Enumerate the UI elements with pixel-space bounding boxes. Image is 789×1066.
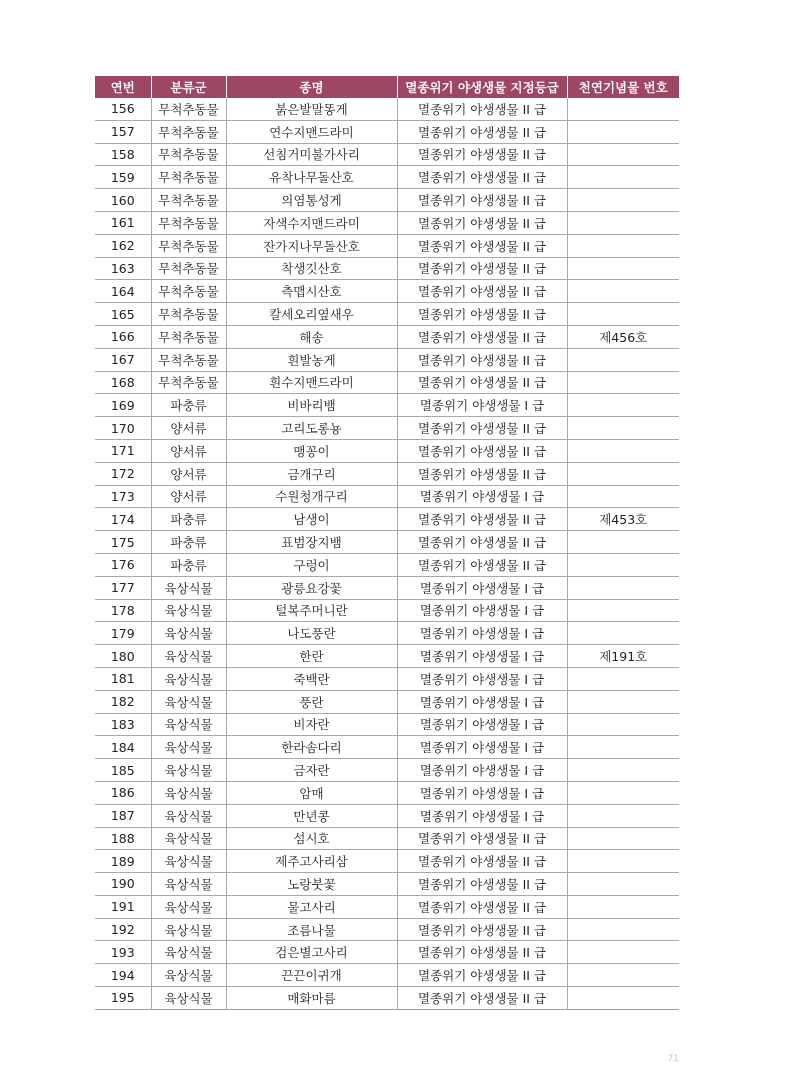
cell-group: 양서류 bbox=[151, 417, 226, 440]
cell-group: 육상식물 bbox=[151, 850, 226, 873]
cell-grade: 멸종위기 야생생물 I 급 bbox=[397, 759, 567, 782]
cell-grade: 멸종위기 야생생물 I 급 bbox=[397, 576, 567, 599]
cell-monument-number bbox=[567, 599, 679, 622]
cell-species-name: 측맵시산호 bbox=[226, 280, 397, 303]
cell-species-name: 고리도롱뇽 bbox=[226, 417, 397, 440]
cell-species-name: 선침거미불가사리 bbox=[226, 143, 397, 166]
cell-no: 172 bbox=[95, 462, 151, 485]
table-row bbox=[95, 417, 679, 440]
cell-no: 159 bbox=[95, 166, 151, 189]
cell-grade: 멸종위기 야생생물 II 급 bbox=[397, 918, 567, 941]
cell-group: 육상식물 bbox=[151, 645, 226, 668]
cell-monument-number bbox=[567, 371, 679, 394]
cell-species-name: 흰수지맨드라미 bbox=[226, 371, 397, 394]
cell-group: 무척추동물 bbox=[151, 120, 226, 143]
cell-group: 양서류 bbox=[151, 462, 226, 485]
cell-species-name: 착생깃산호 bbox=[226, 257, 397, 280]
cell-monument-number bbox=[567, 257, 679, 280]
cell-group: 파충류 bbox=[151, 394, 226, 417]
table-row bbox=[95, 234, 679, 257]
cell-no: 165 bbox=[95, 303, 151, 326]
cell-monument-number bbox=[567, 166, 679, 189]
cell-group: 육상식물 bbox=[151, 781, 226, 804]
cell-species-name: 표범장지뱀 bbox=[226, 531, 397, 554]
cell-monument-number bbox=[567, 987, 679, 1010]
cell-no: 160 bbox=[95, 189, 151, 212]
cell-grade: 멸종위기 야생생물 II 급 bbox=[397, 553, 567, 576]
cell-species-name: 수원청개구리 bbox=[226, 485, 397, 508]
table-row bbox=[95, 120, 679, 143]
cell-no: 167 bbox=[95, 348, 151, 371]
cell-grade: 멸종위기 야생생물 I 급 bbox=[397, 667, 567, 690]
cell-monument-number bbox=[567, 759, 679, 782]
endangered-species-table bbox=[95, 76, 679, 1010]
cell-no: 171 bbox=[95, 439, 151, 462]
cell-no: 191 bbox=[95, 895, 151, 918]
table-row bbox=[95, 485, 679, 508]
cell-grade: 멸종위기 야생생물 II 급 bbox=[397, 531, 567, 554]
cell-grade: 멸종위기 야생생물 II 급 bbox=[397, 462, 567, 485]
cell-species-name: 해송 bbox=[226, 325, 397, 348]
cell-group: 육상식물 bbox=[151, 804, 226, 827]
cell-no: 189 bbox=[95, 850, 151, 873]
cell-monument-number bbox=[567, 234, 679, 257]
cell-grade: 멸종위기 야생생물 II 급 bbox=[397, 895, 567, 918]
cell-group: 무척추동물 bbox=[151, 234, 226, 257]
cell-no: 170 bbox=[95, 417, 151, 440]
cell-monument-number: 제191호 bbox=[567, 645, 679, 668]
cell-species-name: 남생이 bbox=[226, 508, 397, 531]
cell-monument-number bbox=[567, 873, 679, 896]
cell-species-name: 맹꽁이 bbox=[226, 439, 397, 462]
cell-monument-number bbox=[567, 303, 679, 326]
table-row bbox=[95, 645, 679, 668]
cell-species-name: 물고사리 bbox=[226, 895, 397, 918]
cell-no: 173 bbox=[95, 485, 151, 508]
cell-group: 육상식물 bbox=[151, 622, 226, 645]
cell-monument-number bbox=[567, 417, 679, 440]
table-row bbox=[95, 371, 679, 394]
cell-no: 182 bbox=[95, 690, 151, 713]
cell-species-name: 노랑붓꽃 bbox=[226, 873, 397, 896]
cell-group: 양서류 bbox=[151, 485, 226, 508]
cell-no: 179 bbox=[95, 622, 151, 645]
table-row bbox=[95, 166, 679, 189]
header-no: 연번 bbox=[95, 76, 151, 98]
cell-grade: 멸종위기 야생생물 II 급 bbox=[397, 280, 567, 303]
cell-monument-number: 제456호 bbox=[567, 325, 679, 348]
cell-monument-number bbox=[567, 143, 679, 166]
cell-grade: 멸종위기 야생생물 I 급 bbox=[397, 690, 567, 713]
cell-group: 육상식물 bbox=[151, 759, 226, 782]
cell-species-name: 구렁이 bbox=[226, 553, 397, 576]
cell-species-name: 붉은발말똥게 bbox=[226, 98, 397, 120]
cell-grade: 멸종위기 야생생물 II 급 bbox=[397, 508, 567, 531]
table-row bbox=[95, 736, 679, 759]
cell-group: 육상식물 bbox=[151, 987, 226, 1010]
cell-species-name: 섬시호 bbox=[226, 827, 397, 850]
cell-no: 181 bbox=[95, 667, 151, 690]
cell-no: 190 bbox=[95, 873, 151, 896]
cell-monument-number bbox=[567, 918, 679, 941]
cell-no: 169 bbox=[95, 394, 151, 417]
table-row bbox=[95, 667, 679, 690]
cell-monument-number bbox=[567, 439, 679, 462]
table-row bbox=[95, 531, 679, 554]
cell-grade: 멸종위기 야생생물 II 급 bbox=[397, 941, 567, 964]
cell-group: 육상식물 bbox=[151, 713, 226, 736]
cell-no: 184 bbox=[95, 736, 151, 759]
cell-grade: 멸종위기 야생생물 II 급 bbox=[397, 303, 567, 326]
cell-grade: 멸종위기 야생생물 II 급 bbox=[397, 873, 567, 896]
cell-monument-number bbox=[567, 98, 679, 120]
table-row bbox=[95, 189, 679, 212]
cell-group: 무척추동물 bbox=[151, 143, 226, 166]
cell-species-name: 유착나무돌산호 bbox=[226, 166, 397, 189]
cell-no: 168 bbox=[95, 371, 151, 394]
cell-no: 188 bbox=[95, 827, 151, 850]
cell-monument-number bbox=[567, 964, 679, 987]
cell-no: 161 bbox=[95, 211, 151, 234]
cell-species-name: 흰발농게 bbox=[226, 348, 397, 371]
cell-species-name: 연수지맨드라미 bbox=[226, 120, 397, 143]
cell-monument-number bbox=[567, 120, 679, 143]
table-row bbox=[95, 759, 679, 782]
cell-grade: 멸종위기 야생생물 II 급 bbox=[397, 325, 567, 348]
cell-group: 무척추동물 bbox=[151, 280, 226, 303]
cell-species-name: 검은별고사리 bbox=[226, 941, 397, 964]
cell-no: 185 bbox=[95, 759, 151, 782]
cell-monument-number: 제453호 bbox=[567, 508, 679, 531]
cell-grade: 멸종위기 야생생물 II 급 bbox=[397, 257, 567, 280]
cell-monument-number bbox=[567, 485, 679, 508]
cell-monument-number bbox=[567, 622, 679, 645]
table-row bbox=[95, 211, 679, 234]
cell-species-name: 제주고사리삼 bbox=[226, 850, 397, 873]
cell-group: 육상식물 bbox=[151, 736, 226, 759]
table-row bbox=[95, 576, 679, 599]
cell-grade: 멸종위기 야생생물 I 급 bbox=[397, 781, 567, 804]
cell-species-name: 의염통성게 bbox=[226, 189, 397, 212]
cell-no: 174 bbox=[95, 508, 151, 531]
cell-no: 178 bbox=[95, 599, 151, 622]
cell-monument-number bbox=[567, 462, 679, 485]
cell-grade: 멸종위기 야생생물 II 급 bbox=[397, 166, 567, 189]
table-row bbox=[95, 622, 679, 645]
cell-grade: 멸종위기 야생생물 I 급 bbox=[397, 645, 567, 668]
header-group: 분류군 bbox=[151, 76, 226, 98]
cell-species-name: 칼세오리옆새우 bbox=[226, 303, 397, 326]
cell-monument-number bbox=[567, 827, 679, 850]
cell-species-name: 금자란 bbox=[226, 759, 397, 782]
table-row bbox=[95, 599, 679, 622]
cell-group: 무척추동물 bbox=[151, 371, 226, 394]
header-monument-number: 천연기념물 번호 bbox=[567, 76, 679, 98]
cell-monument-number bbox=[567, 531, 679, 554]
table-row bbox=[95, 987, 679, 1010]
cell-monument-number bbox=[567, 667, 679, 690]
cell-species-name: 끈끈이귀개 bbox=[226, 964, 397, 987]
cell-grade: 멸종위기 야생생물 II 급 bbox=[397, 98, 567, 120]
cell-species-name: 비바리뱀 bbox=[226, 394, 397, 417]
cell-no: 156 bbox=[95, 98, 151, 120]
cell-no: 166 bbox=[95, 325, 151, 348]
cell-group: 육상식물 bbox=[151, 599, 226, 622]
table-header bbox=[95, 76, 679, 98]
cell-species-name: 한라솜다리 bbox=[226, 736, 397, 759]
cell-group: 육상식물 bbox=[151, 941, 226, 964]
cell-species-name: 암매 bbox=[226, 781, 397, 804]
cell-no: 162 bbox=[95, 234, 151, 257]
cell-monument-number bbox=[567, 189, 679, 212]
cell-group: 파충류 bbox=[151, 508, 226, 531]
table-row bbox=[95, 394, 679, 417]
cell-group: 파충류 bbox=[151, 531, 226, 554]
table-row bbox=[95, 873, 679, 896]
cell-no: 176 bbox=[95, 553, 151, 576]
cell-species-name: 비자란 bbox=[226, 713, 397, 736]
table-row bbox=[95, 941, 679, 964]
table-row bbox=[95, 143, 679, 166]
table-row bbox=[95, 918, 679, 941]
cell-group: 파충류 bbox=[151, 553, 226, 576]
cell-no: 157 bbox=[95, 120, 151, 143]
cell-no: 177 bbox=[95, 576, 151, 599]
table-row bbox=[95, 303, 679, 326]
table-row bbox=[95, 964, 679, 987]
table-row bbox=[95, 462, 679, 485]
cell-grade: 멸종위기 야생생물 I 급 bbox=[397, 485, 567, 508]
cell-group: 무척추동물 bbox=[151, 325, 226, 348]
table-row bbox=[95, 348, 679, 371]
cell-monument-number bbox=[567, 211, 679, 234]
cell-species-name: 만년콩 bbox=[226, 804, 397, 827]
cell-monument-number bbox=[567, 941, 679, 964]
cell-no: 175 bbox=[95, 531, 151, 554]
cell-species-name: 죽백란 bbox=[226, 667, 397, 690]
cell-monument-number bbox=[567, 394, 679, 417]
cell-species-name: 광릉요강꽃 bbox=[226, 576, 397, 599]
cell-grade: 멸종위기 야생생물 I 급 bbox=[397, 622, 567, 645]
table-row bbox=[95, 781, 679, 804]
table-row bbox=[95, 827, 679, 850]
cell-species-name: 금개구리 bbox=[226, 462, 397, 485]
table-body bbox=[95, 98, 679, 1009]
cell-no: 193 bbox=[95, 941, 151, 964]
cell-species-name: 매화마름 bbox=[226, 987, 397, 1010]
cell-species-name: 한란 bbox=[226, 645, 397, 668]
cell-monument-number bbox=[567, 576, 679, 599]
cell-grade: 멸종위기 야생생물 II 급 bbox=[397, 850, 567, 873]
cell-group: 육상식물 bbox=[151, 827, 226, 850]
header-species-name: 종명 bbox=[226, 76, 397, 98]
cell-no: 186 bbox=[95, 781, 151, 804]
cell-group: 무척추동물 bbox=[151, 166, 226, 189]
cell-group: 무척추동물 bbox=[151, 98, 226, 120]
cell-grade: 멸종위기 야생생물 I 급 bbox=[397, 713, 567, 736]
table-row bbox=[95, 508, 679, 531]
table-row bbox=[95, 257, 679, 280]
header-grade: 멸종위기 야생생물 지정등급 bbox=[397, 76, 567, 98]
cell-grade: 멸종위기 야생생물 II 급 bbox=[397, 234, 567, 257]
cell-monument-number bbox=[567, 280, 679, 303]
cell-group: 육상식물 bbox=[151, 895, 226, 918]
cell-grade: 멸종위기 야생생물 II 급 bbox=[397, 439, 567, 462]
table-row bbox=[95, 280, 679, 303]
cell-no: 187 bbox=[95, 804, 151, 827]
table-row bbox=[95, 98, 679, 120]
cell-monument-number bbox=[567, 348, 679, 371]
table-row bbox=[95, 690, 679, 713]
cell-species-name: 털복주머니란 bbox=[226, 599, 397, 622]
cell-grade: 멸종위기 야생생물 II 급 bbox=[397, 189, 567, 212]
cell-grade: 멸종위기 야생생물 I 급 bbox=[397, 804, 567, 827]
cell-monument-number bbox=[567, 553, 679, 576]
cell-grade: 멸종위기 야생생물 I 급 bbox=[397, 736, 567, 759]
cell-no: 163 bbox=[95, 257, 151, 280]
cell-no: 164 bbox=[95, 280, 151, 303]
cell-group: 육상식물 bbox=[151, 576, 226, 599]
table-row bbox=[95, 439, 679, 462]
cell-grade: 멸종위기 야생생물 II 급 bbox=[397, 987, 567, 1010]
cell-no: 180 bbox=[95, 645, 151, 668]
cell-monument-number bbox=[567, 713, 679, 736]
cell-grade: 멸종위기 야생생물 II 급 bbox=[397, 964, 567, 987]
cell-species-name: 잔가지나무돌산호 bbox=[226, 234, 397, 257]
cell-group: 무척추동물 bbox=[151, 348, 226, 371]
cell-group: 무척추동물 bbox=[151, 303, 226, 326]
cell-no: 158 bbox=[95, 143, 151, 166]
cell-group: 무척추동물 bbox=[151, 257, 226, 280]
cell-species-name: 조름나물 bbox=[226, 918, 397, 941]
cell-grade: 멸종위기 야생생물 I 급 bbox=[397, 394, 567, 417]
cell-monument-number bbox=[567, 895, 679, 918]
cell-species-name: 풍란 bbox=[226, 690, 397, 713]
table-row bbox=[95, 553, 679, 576]
cell-group: 육상식물 bbox=[151, 873, 226, 896]
cell-grade: 멸종위기 야생생물 II 급 bbox=[397, 827, 567, 850]
table-row bbox=[95, 895, 679, 918]
cell-species-name: 자색수지맨드라미 bbox=[226, 211, 397, 234]
cell-monument-number bbox=[567, 690, 679, 713]
cell-group: 무척추동물 bbox=[151, 211, 226, 234]
cell-group: 양서류 bbox=[151, 439, 226, 462]
cell-grade: 멸종위기 야생생물 I 급 bbox=[397, 599, 567, 622]
cell-grade: 멸종위기 야생생물 II 급 bbox=[397, 371, 567, 394]
cell-grade: 멸종위기 야생생물 II 급 bbox=[397, 120, 567, 143]
cell-no: 195 bbox=[95, 987, 151, 1010]
table-row bbox=[95, 713, 679, 736]
cell-monument-number bbox=[567, 850, 679, 873]
cell-grade: 멸종위기 야생생물 II 급 bbox=[397, 211, 567, 234]
table-row bbox=[95, 850, 679, 873]
cell-species-name: 나도풍란 bbox=[226, 622, 397, 645]
cell-monument-number bbox=[567, 736, 679, 759]
cell-grade: 멸종위기 야생생물 II 급 bbox=[397, 143, 567, 166]
cell-group: 육상식물 bbox=[151, 690, 226, 713]
cell-group: 육상식물 bbox=[151, 964, 226, 987]
cell-no: 192 bbox=[95, 918, 151, 941]
cell-no: 183 bbox=[95, 713, 151, 736]
cell-group: 무척추동물 bbox=[151, 189, 226, 212]
table-row bbox=[95, 325, 679, 348]
cell-monument-number bbox=[567, 781, 679, 804]
cell-no: 194 bbox=[95, 964, 151, 987]
cell-group: 육상식물 bbox=[151, 667, 226, 690]
header-row bbox=[95, 76, 679, 98]
table-row bbox=[95, 804, 679, 827]
cell-grade: 멸종위기 야생생물 II 급 bbox=[397, 417, 567, 440]
cell-grade: 멸종위기 야생생물 II 급 bbox=[397, 348, 567, 371]
cell-monument-number bbox=[567, 804, 679, 827]
page-number: 71 bbox=[667, 1054, 679, 1064]
cell-group: 육상식물 bbox=[151, 918, 226, 941]
